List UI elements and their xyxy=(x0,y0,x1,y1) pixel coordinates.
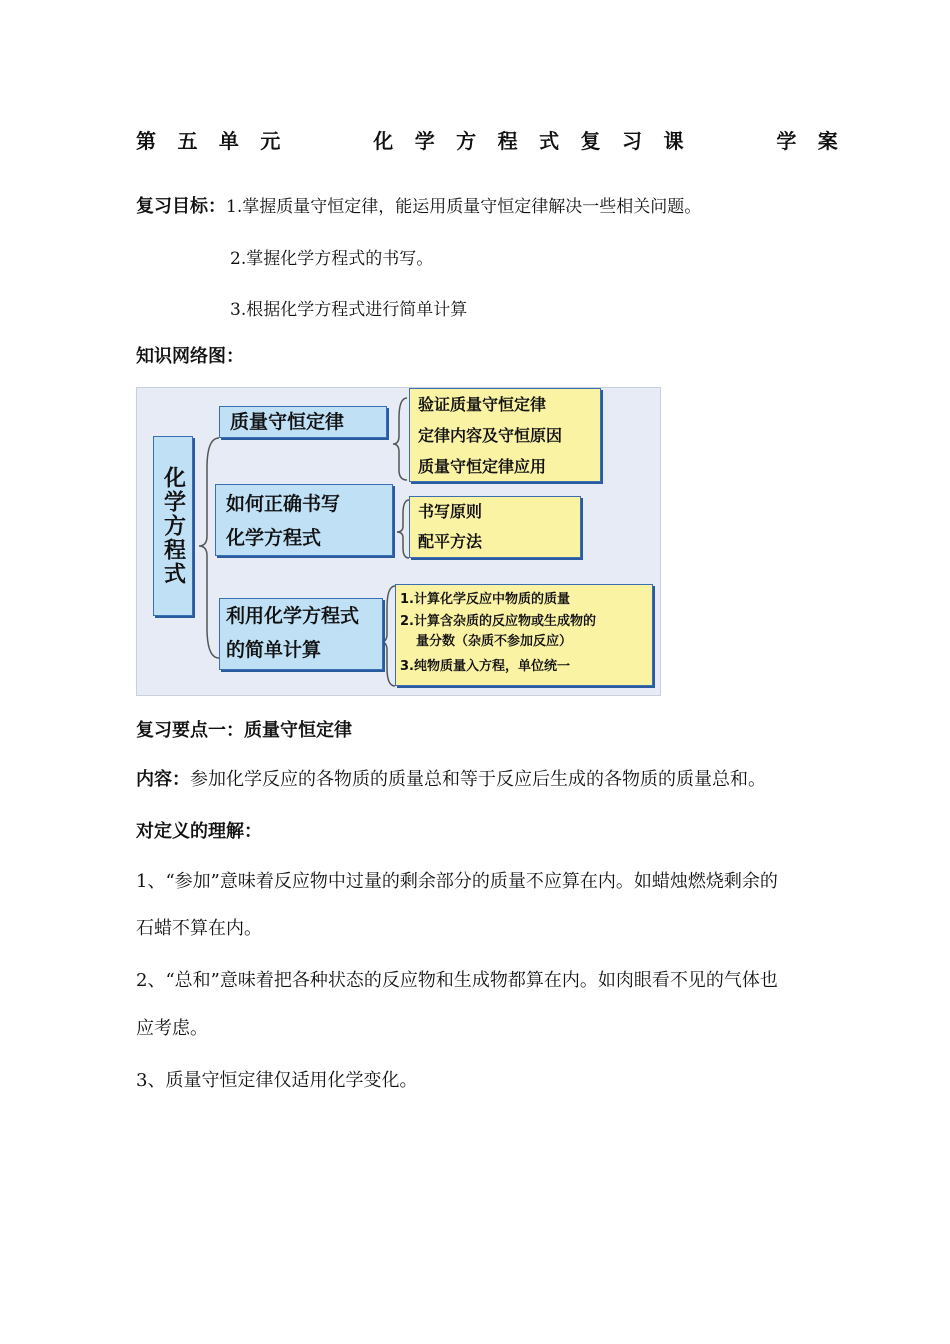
content-row xyxy=(136,765,766,791)
title-gap xyxy=(302,125,352,154)
title-char: 习 xyxy=(621,129,642,153)
title-char: 复 xyxy=(580,129,601,153)
map-detail: 配平方法 xyxy=(418,532,483,551)
title-char: 课 xyxy=(663,129,684,153)
concept-map xyxy=(136,387,661,696)
map-branch-3-line: 利用化学方程式 xyxy=(226,605,360,627)
map-branch-2 xyxy=(215,484,393,556)
title-char: 化 xyxy=(373,129,394,153)
map-details-2 xyxy=(409,496,581,558)
point-1-line-2: 石蜡不算在内。 xyxy=(136,918,262,939)
goal-item: 2.掌握化学方程式的书写。 xyxy=(230,249,434,269)
point-1-line-1: 1、“参加”意味着反应物中过量的剩余部分的质量不应算在内。如蜡烛燃烧剩余的 xyxy=(136,871,778,892)
map-detail: 定律内容及守恒原因 xyxy=(418,426,563,445)
map-detail: 验证质量守恒定律 xyxy=(418,395,547,414)
title-char: 方 xyxy=(456,129,477,153)
title-char: 五 xyxy=(177,129,198,153)
map-branch-1: 质量守恒定律 xyxy=(219,406,387,438)
title-char: 单 xyxy=(218,129,239,153)
map-branch-2-line: 化学方程式 xyxy=(226,527,322,549)
map-branch-3-line: 的简单计算 xyxy=(226,639,322,661)
point-2-line-2: 应考虑。 xyxy=(136,1018,208,1039)
goals-label: 复习目标： xyxy=(136,196,226,217)
section-heading: 复习要点一：质量守恒定律 xyxy=(136,720,352,741)
map-heading: 知识网络图： xyxy=(136,346,244,367)
map-detail: 2.计算含杂质的反应物或生成物的 xyxy=(400,614,596,629)
map-branch-2-line: 如何正确书写 xyxy=(226,493,341,515)
map-root: 化学方程式 xyxy=(153,436,193,616)
map-detail: 量分数（杂质不参加反应） xyxy=(416,634,573,649)
map-detail: 书写原则 xyxy=(418,502,483,521)
title-char: 元 xyxy=(260,129,281,153)
title-char: 学 xyxy=(414,129,435,153)
content-text: 参加化学反应的各物质的质量总和等于反应后生成的各物质的质量总和。 xyxy=(190,769,766,790)
title-char: 学 xyxy=(776,129,797,153)
map-detail: 质量守恒定律应用 xyxy=(418,457,547,476)
title-char: 第 xyxy=(136,129,156,153)
map-details-1 xyxy=(409,388,601,482)
title-char: 案 xyxy=(817,129,838,153)
goals-row-1 xyxy=(136,192,701,218)
page-title xyxy=(136,125,838,154)
understanding-label: 对定义的理解： xyxy=(136,821,262,842)
title-char: 程 xyxy=(497,129,518,153)
goal-item: 3.根据化学方程式进行简单计算 xyxy=(230,300,468,320)
title-gap xyxy=(705,125,755,154)
content-label: 内容： xyxy=(136,769,190,790)
map-branch-3 xyxy=(219,598,383,670)
point-2-line-1: 2、“总和”意味着把各种状态的反应物和生成物都算在内。如肉眼看不见的气体也 xyxy=(136,970,778,991)
title-char: 式 xyxy=(539,129,560,153)
map-detail: 1.计算化学反应中物质的质量 xyxy=(400,592,570,607)
point-3-line-1: 3、质量守恒定律仅适用化学变化。 xyxy=(136,1070,418,1091)
goal-item: 1.掌握质量守恒定律，能运用质量守恒定律解决一些相关问题。 xyxy=(226,197,702,217)
map-detail: 3.纯物质量入方程，单位统一 xyxy=(400,659,570,674)
map-details-3 xyxy=(395,584,653,686)
